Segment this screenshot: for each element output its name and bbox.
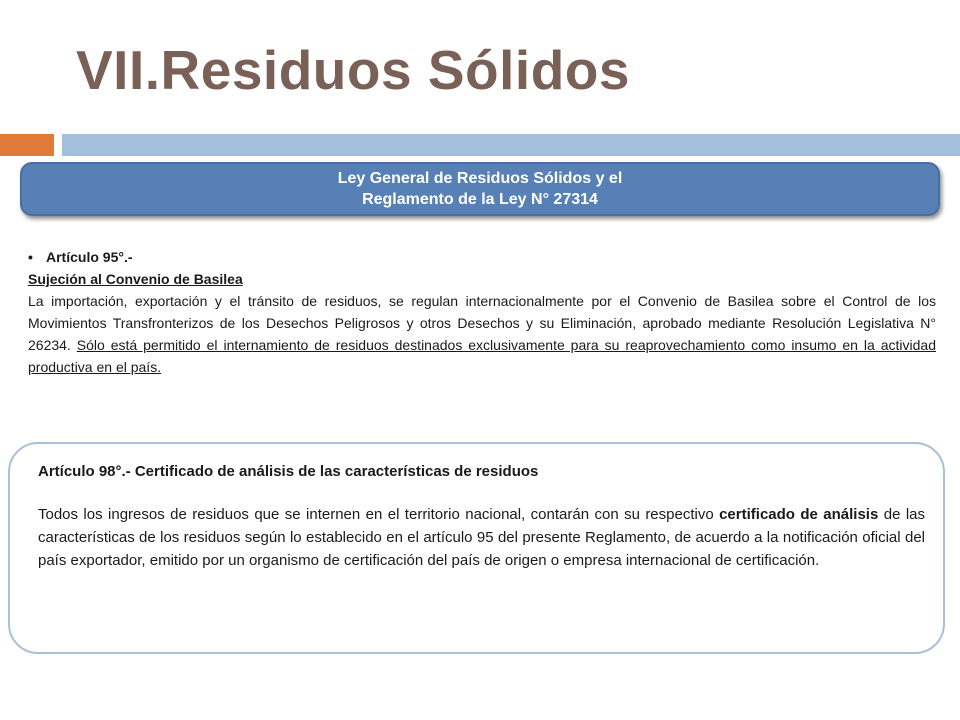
accent-bar-blue (62, 134, 960, 156)
article-95-body-underlined: Sólo está permitido el internamiento de residuos destinados exclusivamente para su reaprovechamiento como insumo en la actividad productiva en el país. (28, 337, 936, 375)
article-98-body-part-1: Todos los ingresos de residuos que se internen en el territorio nacional, contarán con su respectivo (38, 506, 720, 523)
article-98-heading: Artículo 98°.- Certificado de análisis de las características de residuos (38, 463, 539, 480)
article-95-section (28, 246, 936, 378)
article-98-body-bold: certificado de análisis (719, 506, 879, 523)
article-95-heading-row (28, 246, 936, 268)
law-header-line-2: Reglamento de la Ley N° 27314 (362, 191, 598, 208)
article-95-subheading: Sujeción al Convenio de Basilea (28, 271, 243, 287)
bullet-icon: • (28, 249, 33, 265)
article-95-body (28, 290, 936, 378)
accent-bar-orange (0, 134, 54, 156)
slide-title: VII.Residuos Sólidos (76, 39, 630, 101)
article-98-body-part-2: de las características de los residuos según lo establecido en el artículo 95 del presente Reglamento, de acuerdo a la notificación oficial del país exportador, emitido por un organismo de certificación del país de origen o empresa internacional de certificación. (38, 506, 925, 569)
law-header-box (20, 162, 940, 216)
article-98-box (8, 442, 945, 654)
article-95-heading: Artículo 95°.- (46, 249, 133, 265)
article-98-body (38, 503, 925, 572)
law-header-line-1: Ley General de Residuos Sólidos y el (337, 170, 623, 187)
article-95-body-text: La importación, exportación y el tránsito de residuos, se regulan internacionalmente por el Convenio de Basilea sobre el Control de los Movimientos Transfronterizos de los Desechos Peligrosos y otros Desechos y su Eliminación, aprobado mediante Resolución Legislativa N° 26234. (28, 293, 936, 353)
